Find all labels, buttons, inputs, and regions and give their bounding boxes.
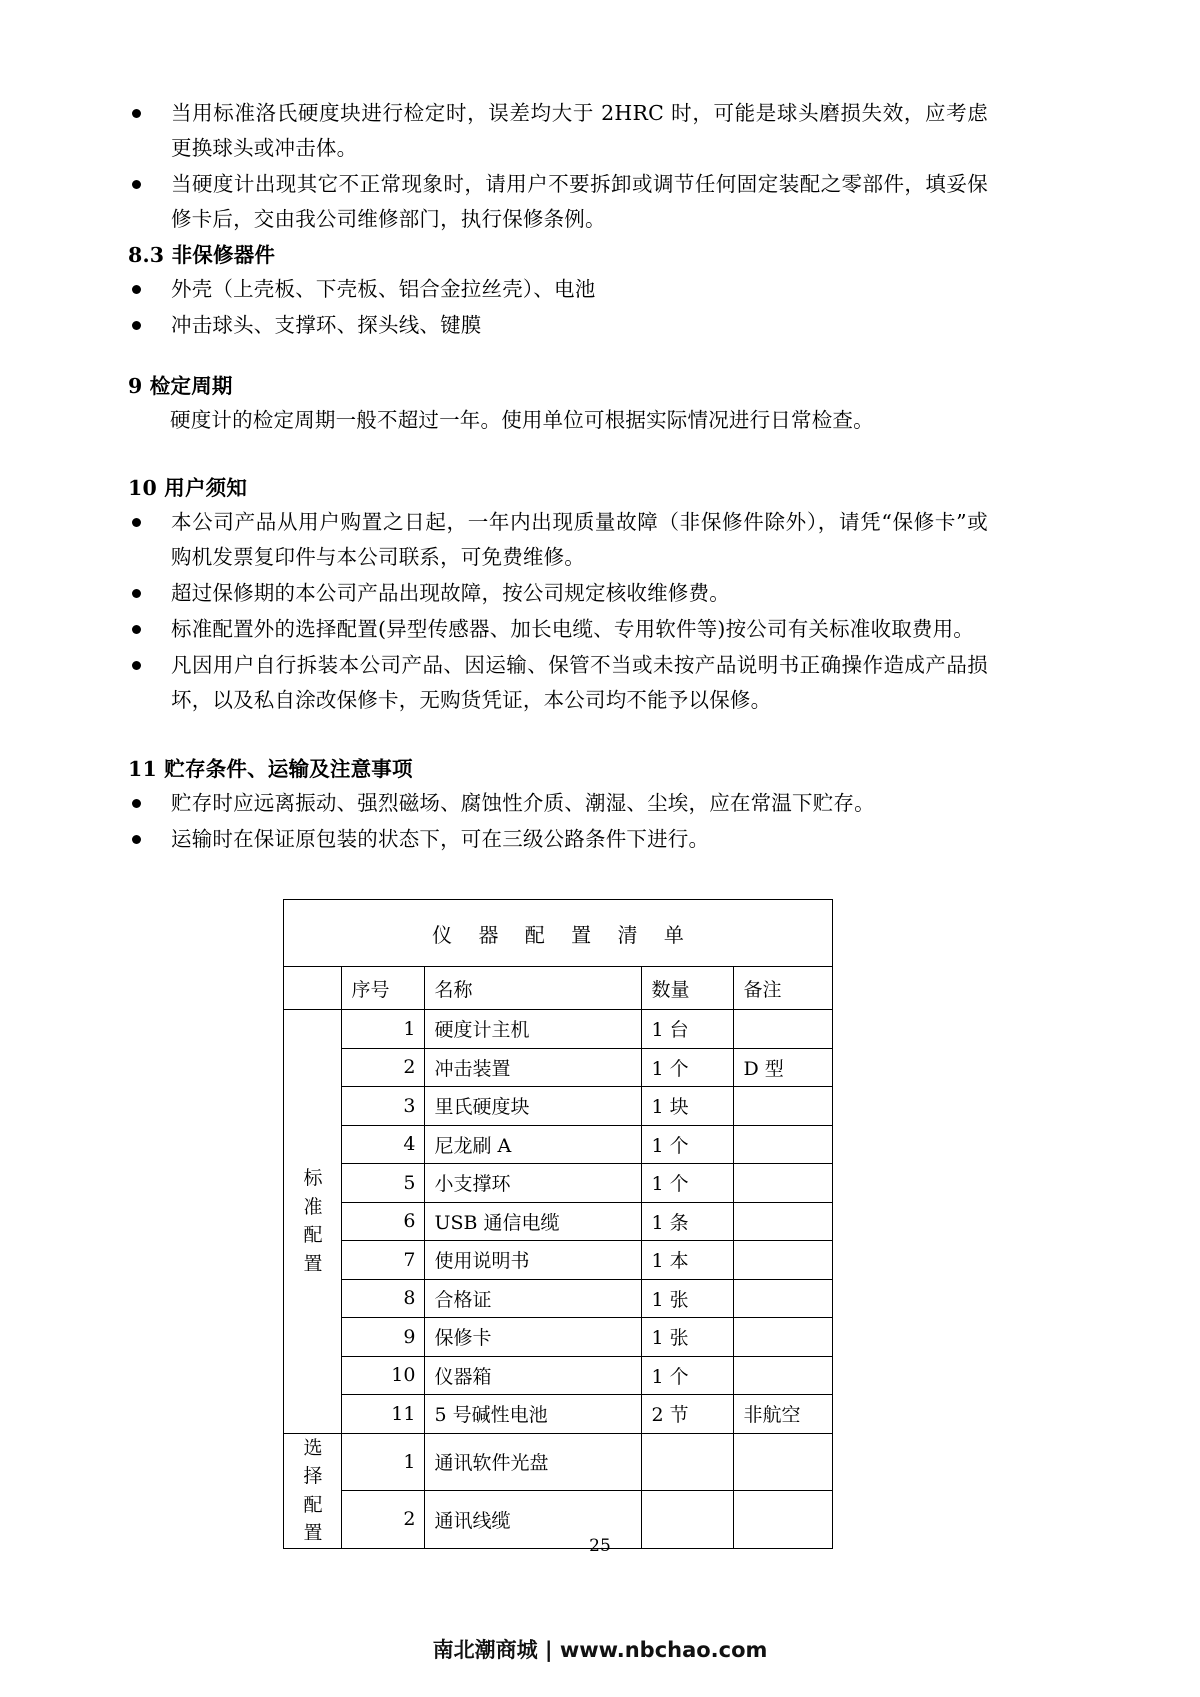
cell-remark: 非航空: [734, 1395, 832, 1434]
config-table: [283, 899, 832, 1549]
heading-10: 10 用户须知: [128, 476, 248, 500]
cell-qty: 1 块: [642, 1087, 734, 1126]
cell-name: 通讯线缆: [425, 1491, 642, 1549]
cell-qty: 1 台: [642, 1010, 734, 1049]
cell-name: 冲击装置: [425, 1048, 642, 1087]
table-row: [284, 1087, 832, 1126]
cell-no: 6: [342, 1202, 425, 1241]
cell-name: 合格证: [425, 1279, 642, 1318]
table-row: [284, 1241, 832, 1280]
cell-qty: 2 节: [642, 1395, 734, 1434]
table-row: [284, 1395, 832, 1434]
cell-no: 5: [342, 1164, 425, 1203]
cell-no: 10: [342, 1356, 425, 1395]
table-row: [284, 1279, 832, 1318]
cell-no: 7: [342, 1241, 425, 1280]
table-header-row: [284, 967, 832, 1010]
table-row: [284, 1164, 832, 1203]
cell-remark: [734, 1125, 832, 1164]
page-number: 25: [589, 1536, 611, 1556]
cell-remark: [734, 1318, 832, 1357]
section-9-paragraph: 硬度计的检定周期一般不超过一年。使用单位可根据实际情况进行日常检查。: [170, 408, 874, 432]
table-row: [284, 1356, 832, 1395]
section-10-bullets: [128, 505, 988, 718]
cell-qty: 1 个: [642, 1164, 734, 1203]
spacer: [128, 438, 988, 472]
cell-remark: [734, 1356, 832, 1395]
section-11-bullets: [128, 786, 988, 857]
table-title-row: [284, 900, 832, 967]
group-label-cell: [284, 1010, 342, 1434]
list-item: 当硬度计出现其它不正常现象时，请用户不要拆卸或调节任何固定装配之零部件，填妥保修卡后，交由我公司维修部门，执行保修条例。: [128, 167, 988, 237]
cell-remark: [734, 1241, 832, 1280]
list-item: 标准配置外的选择配置(异型传感器、加长电缆、专用软件等)按公司有关标准收取费用。: [128, 612, 988, 647]
cell-remark: D 型: [734, 1048, 832, 1087]
section-8-intro-bullets: [128, 96, 988, 237]
cell-name: 使用说明书: [425, 1241, 642, 1280]
cell-remark: [734, 1279, 832, 1318]
spacer: [128, 344, 988, 370]
cell-remark: [734, 1202, 832, 1241]
cell-name: 尼龙刷 A: [425, 1125, 642, 1164]
table-row: [284, 1202, 832, 1241]
cell-no: 11: [342, 1395, 425, 1434]
list-item: 冲击球头、支撑环、探头线、键膜: [128, 308, 988, 343]
page-content: [128, 96, 988, 1549]
config-table-title: 仪 器 配 置 清 单: [284, 900, 832, 967]
column-header-name: 名称: [425, 967, 642, 1010]
cell-qty: 1 条: [642, 1202, 734, 1241]
cell-name: 小支撑环: [425, 1164, 642, 1203]
cell-qty: 1 个: [642, 1356, 734, 1395]
cell-remark: [734, 1433, 832, 1491]
column-header-remark: 备注: [734, 967, 832, 1010]
group-label-cell: [284, 1433, 342, 1548]
cell-qty: 1 本: [642, 1241, 734, 1280]
column-header-no: 序号: [342, 967, 425, 1010]
cell-name: 里氏硬度块: [425, 1087, 642, 1126]
heading-9: 9 检定周期: [128, 374, 233, 398]
cell-name: 仪器箱: [425, 1356, 642, 1395]
table-row: [284, 1433, 832, 1491]
group-label: 选择配置: [303, 1436, 323, 1544]
list-item: 超过保修期的本公司产品出现故障，按公司规定核收维修费。: [128, 576, 988, 611]
column-header-group: [284, 967, 342, 1010]
config-table-wrapper: [128, 899, 988, 1549]
cell-no: 8: [342, 1279, 425, 1318]
list-item: 贮存时应远离振动、强烈磁场、腐蚀性介质、潮湿、尘埃，应在常温下贮存。: [128, 786, 988, 821]
cell-no: 9: [342, 1318, 425, 1357]
cell-no: 3: [342, 1087, 425, 1126]
cell-qty: 1 个: [642, 1048, 734, 1087]
cell-name: 保修卡: [425, 1318, 642, 1357]
cell-no: 1: [342, 1010, 425, 1049]
list-item: 凡因用户自行拆装本公司产品、因运输、保管不当或未按产品说明书正确操作造成产品损坏，以及私自涂改保修卡，无购货凭证，本公司均不能予以保修。: [128, 648, 988, 718]
cell-remark: [734, 1164, 832, 1203]
table-row: [284, 1010, 832, 1049]
cell-name: 通讯软件光盘: [425, 1433, 642, 1491]
section-8-3-bullets: [128, 272, 988, 343]
cell-qty: [642, 1433, 734, 1491]
cell-qty: 1 张: [642, 1279, 734, 1318]
list-item: 当用标准洛氏硬度块进行检定时，误差均大于 2HRC 时，可能是球头磨损失效，应考虑更换球头或冲击体。: [128, 96, 988, 166]
cell-no: 2: [342, 1491, 425, 1549]
table-row: [284, 1125, 832, 1164]
cell-no: 1: [342, 1433, 425, 1491]
cell-no: 4: [342, 1125, 425, 1164]
table-row: [284, 1048, 832, 1087]
table-row: [284, 1318, 832, 1357]
site-footer: 南北潮商城 | www.nbchao.com: [432, 1638, 768, 1662]
cell-qty: 1 个: [642, 1125, 734, 1164]
heading-8-3: 8.3 非保修器件: [128, 243, 276, 267]
cell-remark: [734, 1087, 832, 1126]
list-item: 本公司产品从用户购置之日起，一年内出现质量故障（非保修件除外），请凭“保修卡”或购机发票复印件与本公司联系，可免费维修。: [128, 505, 988, 575]
column-header-qty: 数量: [642, 967, 734, 1010]
cell-name: 5 号碱性电池: [425, 1395, 642, 1434]
list-item: 运输时在保证原包装的状态下，可在三级公路条件下进行。: [128, 822, 988, 857]
cell-no: 2: [342, 1048, 425, 1087]
cell-name: USB 通信电缆: [425, 1202, 642, 1241]
cell-name: 硬度计主机: [425, 1010, 642, 1049]
config-table-body: [284, 900, 832, 1549]
cell-remark: [734, 1010, 832, 1049]
spacer: [128, 719, 988, 753]
list-item: 外壳（上壳板、下壳板、铝合金拉丝壳）、电池: [128, 272, 988, 307]
cell-qty: 1 张: [642, 1318, 734, 1357]
heading-11: 11 贮存条件、运输及注意事项: [128, 757, 413, 781]
group-label: 标准配置: [303, 1167, 323, 1275]
